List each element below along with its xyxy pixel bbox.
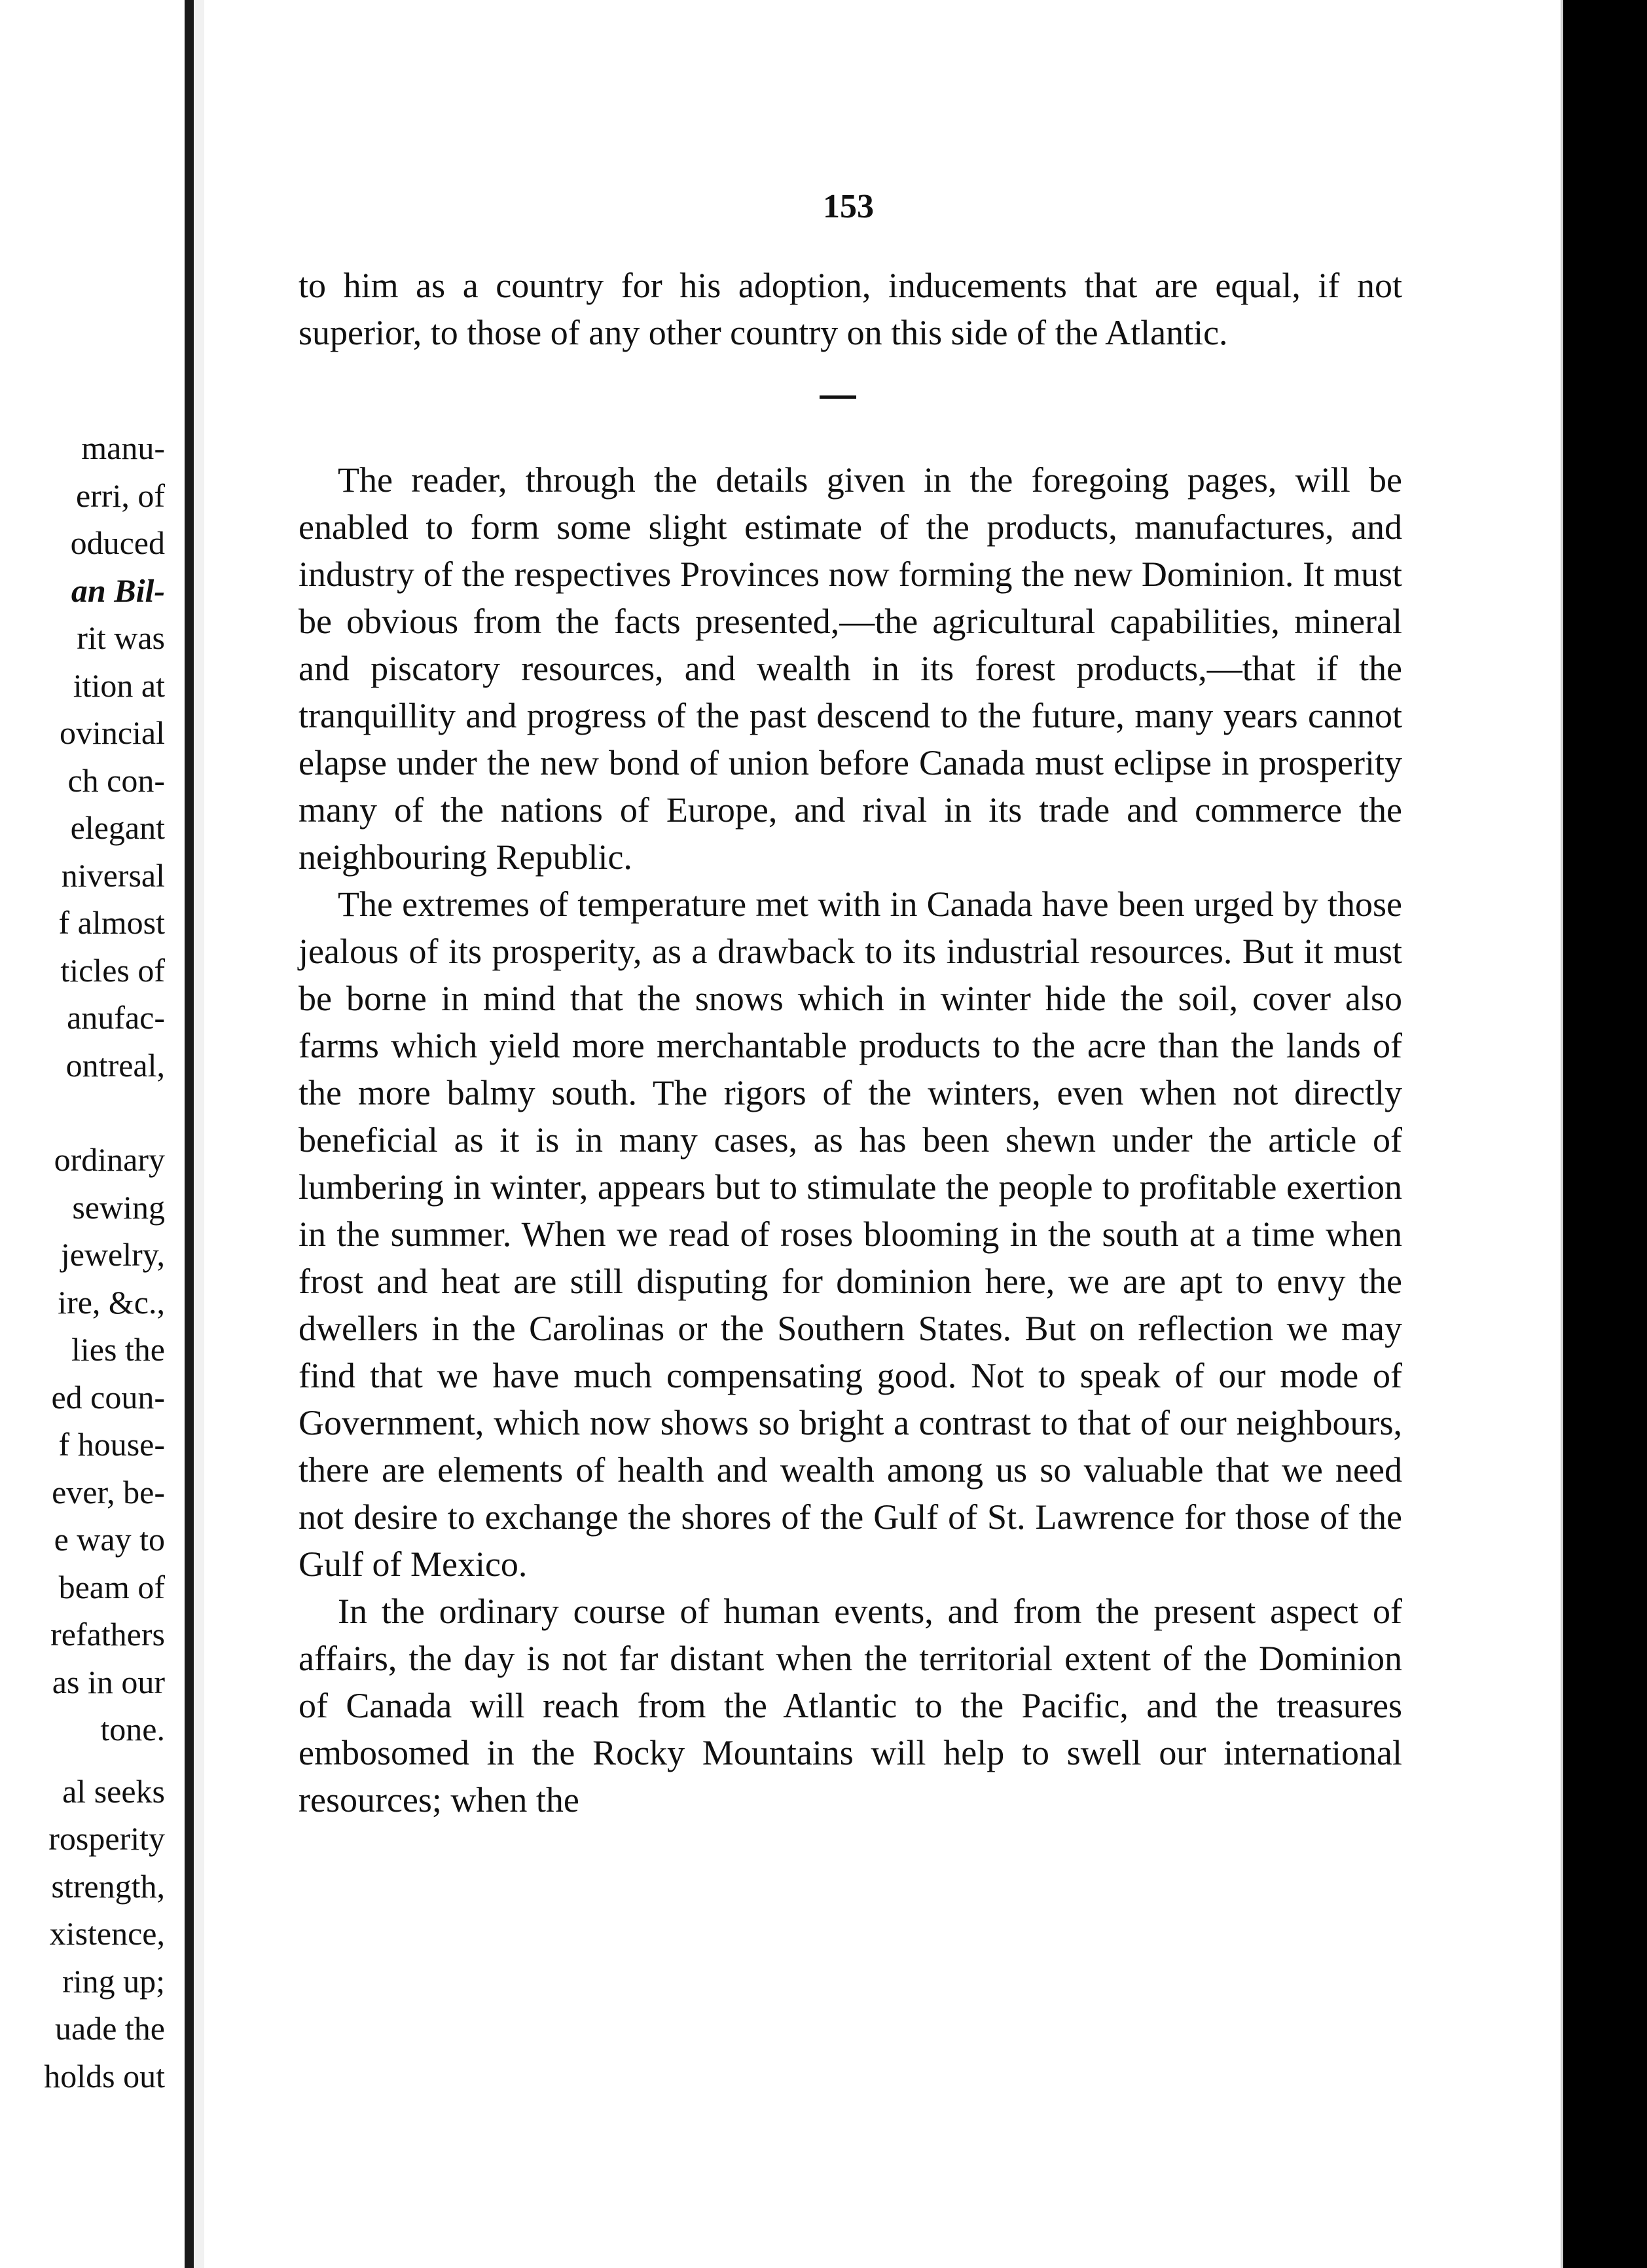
facing-line: uade the <box>55 2010 165 2047</box>
facing-line: manu- <box>81 430 165 466</box>
facing-line: ire, &c., <box>58 1283 165 1321</box>
facing-line: al seeks <box>62 1772 165 1810</box>
section-divider <box>820 395 856 399</box>
facing-line: ontreal, <box>65 1046 165 1084</box>
facing-line: ticles of <box>60 951 165 989</box>
paragraph: In the ordinary course of human events, and from the present aspect of affairs, the day is not far distant when the territorial extent of the Dominion of Canada will reach from the Atlantic to the Pacific, and the treasures embosomed in the Rocky Mountains will help to swell our international resources; when the <box>299 1592 1402 1820</box>
facing-line: tone. <box>100 1711 165 1747</box>
facing-line: ed coun- <box>51 1378 165 1416</box>
facing-line: beam of <box>58 1568 165 1605</box>
facing-page-left <box>0 0 185 2268</box>
paragraph: The extremes of temperature met with in Canada have been urged by those jealous of its prosperity, as a drawback to its industrial resources. But it must be borne in mind that the snows which in winter hide the soil, cover also farms which yield more merchantable products to the acre than the lands of the more balmy south. The rigors of the winters, even when not directly beneficial as it is in many cases, as has been shewn under the article of lumbering in winter, appears but to stimulate the people to profitable exertion in the summer. When we read of roses blooming in the south at a time when frost and heat are still disputing for dominion here, we are apt to envy the dwellers in the Carolinas or the Southern States. But on reflection we may find that we have much compensating good. Not to speak of our mode of Government, which now shows so bright a contrast to that of our neighbours, there are elements of health and wealth among us so valuable that we need not desire to exchange the shores of the Gulf of St. Lawrence for those of the Gulf of Mexico. <box>299 885 1402 1584</box>
facing-line: oduced <box>70 524 165 561</box>
paragraph: The reader, through the details given in the foregoing pages, will be enabled to form some slight estimate of the products, manufactures, and industry of the respectives Provinces now forming the new Dominion. It must be obvious from the facts presented,—the agricultural capabilities, mineral and piscatory resources, and wealth in its forest products,—that if the tranquillity and progress of the past descend to the future, many years cannot elapse under the new bond of union before Canada must eclipse in prosperity many of the nations of Europe, and rival in its trade and commerce the neighbouring Republic. <box>299 460 1402 877</box>
book-gutter-shadow <box>185 0 194 2268</box>
facing-line: niversal <box>61 856 165 894</box>
scan-background <box>1563 0 1647 2268</box>
facing-line: holds out <box>44 2057 165 2094</box>
facing-page-text <box>0 424 165 2100</box>
facing-line: ition at <box>73 667 165 704</box>
page-body <box>299 262 1402 1823</box>
facing-line: ch con- <box>67 761 165 799</box>
facing-line: an Bil- <box>71 572 165 609</box>
facing-line: f house- <box>58 1426 165 1463</box>
facing-line: ordinary <box>54 1141 165 1178</box>
facing-line: f almost <box>58 904 165 941</box>
book-gutter-edge <box>194 0 204 2268</box>
page-number: 153 <box>823 188 874 225</box>
facing-line: jewelry, <box>60 1236 165 1273</box>
facing-line: strength, <box>51 1867 165 1905</box>
facing-line: ovincial <box>59 714 165 751</box>
facing-line: rit was <box>77 619 165 656</box>
facing-line: rosperity <box>48 1820 165 1857</box>
facing-line: lies the <box>71 1331 165 1368</box>
facing-line: elegant <box>70 809 165 846</box>
facing-line: refathers <box>50 1616 165 1653</box>
facing-line: ring up; <box>62 1962 165 2000</box>
facing-line: as in our <box>52 1663 165 1700</box>
book-page <box>204 0 1563 2268</box>
facing-line: e way to <box>54 1521 165 1558</box>
facing-line: anufac- <box>67 999 165 1036</box>
facing-line: erri, of <box>75 477 165 514</box>
facing-line: ever, be- <box>52 1473 165 1510</box>
facing-line: sewing <box>72 1188 165 1226</box>
facing-line: xistence, <box>49 1915 165 1952</box>
paragraph: to him as a country for his adoption, inducements that are equal, if not superior, to those of any other country on this side of the Atlantic. <box>299 266 1402 352</box>
